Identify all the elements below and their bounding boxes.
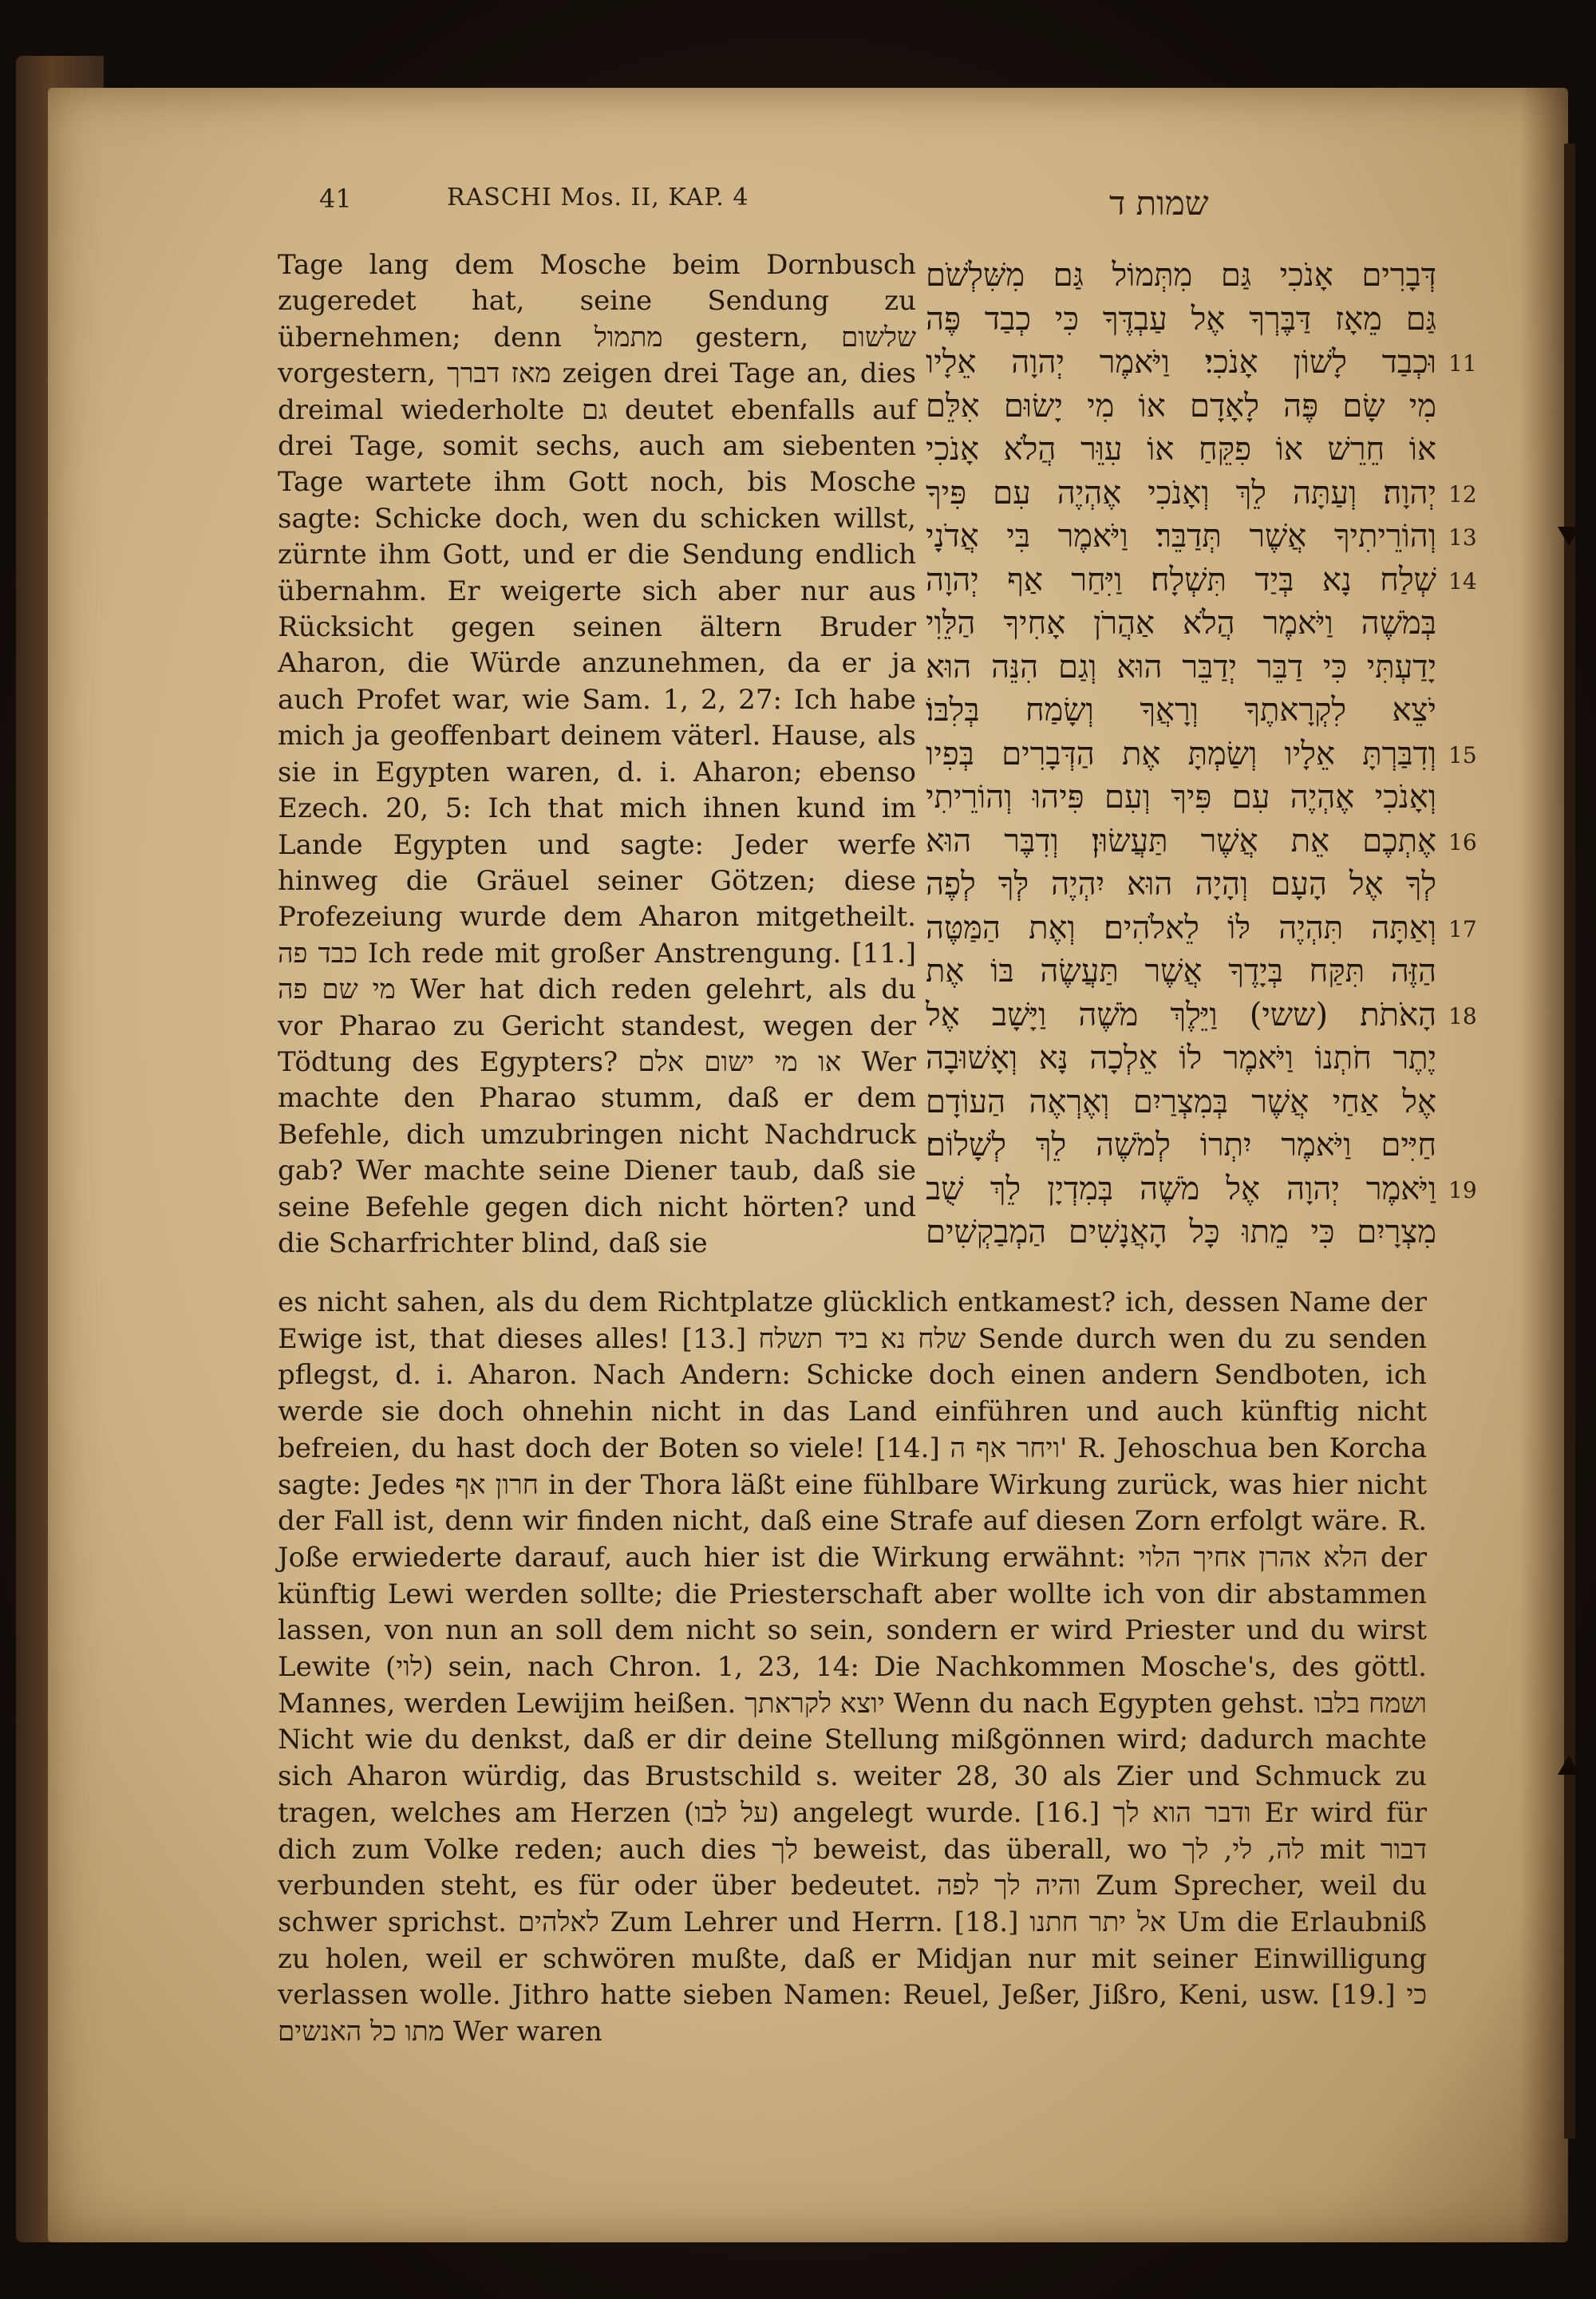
verse-number: 14 (1448, 567, 1477, 595)
hebrew-running-title: שמות ד (1109, 184, 1209, 223)
bookmark-notch (1558, 527, 1580, 546)
hebrew-line: אֶל אַחַי אֲשֶׁר בְּמִצְרַיִם וְאֶרְאֶה הַעוֹדָם (926, 1083, 1436, 1120)
hebrew-line: מִי שָׂם פֶּה לָאָדָם אוֹ מִי יָשׂוּם אִלֵּם (926, 387, 1436, 425)
hebrew-line: וַיֹּאמֶר יְהוָה אֶל מֹשֶׁה בְּמִדְיָן לֵךְ שֻׁב (926, 1170, 1436, 1207)
hebrew-line: הַזֶּה תִּקַּח בְּיָדֶךָ אֲשֶׁר תַּעֲשֶׂה בּוֹ אֶת (926, 953, 1436, 990)
hebrew-line: אֶתְכֶם אֵת אֲשֶׁר תַּעֲשׂוּן׃ וְדִבֶּר הוּא (926, 822, 1436, 859)
running-title: RASCHI Mos. II, KAP. 4 (447, 184, 749, 211)
hebrew-line: לְךָ אֶל הָעָם וְהָיָה הוּא יִהְיֶה לְּךָ לְפֶה (926, 866, 1436, 903)
hebrew-line: וְהוֹרֵיתִיךָ אֲשֶׁר תְּדַבֵּר׃ וַיֹּאמֶר בִּי אֲדֹנָי (926, 518, 1436, 555)
hebrew-line: אוֹ חֵרֵשׁ אוֹ פִקֵּחַ אוֹ עִוֵּר הֲלֹא אָנֹכִי (926, 431, 1436, 468)
commentary-left-column: Tage lang dem Mosche beim Dornbusch zugeredet hat, seine Sendung zu übernehmen; denn מתמול gestern, שלשום vorgestern, מאז דברך zeigen drei Tage an, dies dreimal wiederholte גם deutet ebenfalls auf drei Tage, somit sechs, auch am siebenten Tage wartete ihm Gott noch, bis Mosche sagte: Schicke doch, wen du schicken willst, zürnte ihm Gott, und er die Sendung endlich übernahm. Er weigerte sich aber nur aus Rücksicht gegen seinen ältern Bruder Aharon, die Würde anzunehmen, da er ja auch Profet war, wie Sam. 1, 2, 27: Ich habe mich ja geoffenbart deinem väterl. Hause, als sie in Egypten waren, d. i. Aharon; ebenso Ezech. 20, 5: Ich that mich ihnen kund im Lande Egypten und sagte: Jeder werfe hinweg die Gräuel seiner Götzen; diese Profezeiung wurde dem Aharon mitgetheilt. כבד פה Ich rede mit großer Anstrengung. [11.] מי שם פה Wer hat dich reden gelehrt, als du vor Pharao zu Gericht standest, wegen der Tödtung des Egypters? או מי ישום אלם Wer machte den Pharao stumm, daß er dem Befehle, dich umzubringen nicht Nachdruck gab? Wer machte seine Diener taub, daß sie seine Befehle gegen dich nicht hörten? und die Scharfrichter blind, daß sie (278, 249, 917, 1259)
verse-number: 18 (1448, 1002, 1477, 1029)
hebrew-line: גַּם מֵאָז דַּבֶּרְךָ אֶל עַבְדֶּךָ כִּי כְבַד פֶּה (926, 300, 1436, 338)
hebrew-line: יֶתֶר חֹתְנוֹ וַיֹּאמֶר לוֹ אֵלְכָה נָּא וְאָשׁוּבָה (926, 1040, 1436, 1076)
verse-number: 16 (1448, 828, 1477, 855)
hebrew-line: יֹצֵא לִקְרָאתֶךָ וְרָאֲךָ וְשָׂמַח בְּלִבּוֹ׃ (926, 692, 1436, 729)
verse-number: 12 (1448, 480, 1477, 508)
verse-number: 19 (1448, 1176, 1477, 1203)
bookmark-ribbon (1564, 144, 1575, 2139)
commentary-full-width: es nicht sahen, als du dem Richtplatze glücklich entkamest? ich, dessen Name der Ewige ist, that dieses alles! [13.] שלח נא ביד תשלח Sende durch wen du zu senden pflegst, d. i. Aharon. Nach Andern: Schicke doch einen andern Sendboten, ich werde sie doch ohnehin nicht in das Land einführen und auch künftig nicht befreien, du hast doch der Boten so viele! [14.] ויחר אף ה' R. Jehoschua ben Korcha sagte: Jedes חרון אף in der Thora läßt eine fühlbare Wirkung zurück, was hier nicht der Fall ist, denn wir finden nicht, daß eine Strafe auf diesen Zorn erfolgt wäre. R. Joße erwiederte darauf, auch hier ist die Wirkung erwähnt: הלא אהרן אחיך הלוי der künftig Lewi werden sollte; die Priesterschaft aber wollte ich von dir abstammen lassen, von nun an soll dem nicht so sein, sondern er wird Priester und du wirst Lewite (לוי) sein, nach Chron. 1, 23, 14: Die Nachkommen Mosche's, des göttl. Mannes, werden Lewijim heißen. יוצא לקראתך Wenn du nach Egypten gehst. ושמח בלבו Nicht wie du denkst, daß er dir deine Stellung mißgönnen wird; dadurch machte sich Aharon würdig, das Brustschild s. weiter 28, 30 als Zier und Schmuck zu tragen, welches am Herzen (על לבו) angelegt wurde. [16.] ודבר הוא לך Er wird für dich zum Volke reden; auch dies לך beweist, das überall, wo לה, לי, לך mit דבור verbunden steht, es für oder über bedeutet. והיה לך לפה Zum Sprecher, weil du schwer sprichst. לאלהים Zum Lehrer und Herrn. [18.] אל יתר חתנו Um die Erlaubniß zu holen, weil er schwören mußte, daß er Midjan nur mit seiner Einwilligung verlassen wolle. Jithro hatte sieben Namen: Reuel, Jeßer, Jißro, Keni, usw. [19.] כי מתו כל האנשים Wer waren (278, 1286, 1428, 2048)
verse-number: 17 (1448, 915, 1477, 942)
hebrew-line: וְאַתָּה תִּהְיֶה לּוֹ לֵאלֹהִים׃ וְאֶת הַמַּטֶּה (926, 909, 1436, 946)
spine-shadow (1520, 88, 1568, 2242)
hebrew-line: יְהוָה׃ וְעַתָּה לֵךְ וְאָנֹכִי אֶהְיֶה עִם פִּיךָ (926, 474, 1436, 512)
verse-number: 13 (1448, 524, 1477, 551)
hebrew-line: מִצְרָיִם כִּי מֵתוּ כָּל הָאֲנָשִׁים הַמְבַקְשִׁים (926, 1214, 1436, 1250)
page-number: 41 (319, 184, 352, 214)
hebrew-torah-text (926, 254, 1436, 1254)
hebrew-line: שְׁלַח נָא בְּיַד תִּשְׁלָח׃ וַיִּחַר אַף יְהוָה (926, 561, 1436, 598)
hebrew-line: דְּבָרִים אָנֹכִי גַּם מִתְּמוֹל גַּם מִשִּׁלְשֹׁם (926, 257, 1436, 294)
hebrew-line: יָדַעְתִּי כִּי דַבֵּר יְדַבֵּר הוּא וְגַם הִנֵּה הוּא (926, 648, 1436, 685)
hebrew-line: וּכְבַד לָשׁוֹן אָנֹכִי׃ וַיֹּאמֶר יְהוָה אֵלָיו (926, 344, 1436, 381)
verse-number: 11 (1448, 350, 1477, 377)
verse-number: 15 (1448, 741, 1477, 768)
hebrew-line: בְּמֹשֶׁה וַיֹּאמֶר הֲלֹא אַהֲרֹן אָחִיךָ הַלֵּוִי (926, 605, 1436, 642)
hebrew-line: וְדִבַּרְתָּ אֵלָיו וְשַׂמְתָּ אֶת הַדְּבָרִים בְּפִיו (926, 735, 1436, 772)
hebrew-line: חַיִּים וַיֹּאמֶר יִתְרוֹ לְמֹשֶׁה לֵךְ לְשָׁלוֹם׃ (926, 1127, 1436, 1163)
bookmark-tip (1558, 1756, 1580, 1775)
hebrew-line: הָאֹתֹת׃ (ששי) וַיֵּלֶךְ מֹשֶׁה וַיָּשָׁב אֶל (926, 996, 1436, 1033)
hebrew-line: וְאָנֹכִי אֶהְיֶה עִם פִּיךָ וְעִם פִּיהוּ וְהוֹרֵיתִי (926, 779, 1436, 816)
